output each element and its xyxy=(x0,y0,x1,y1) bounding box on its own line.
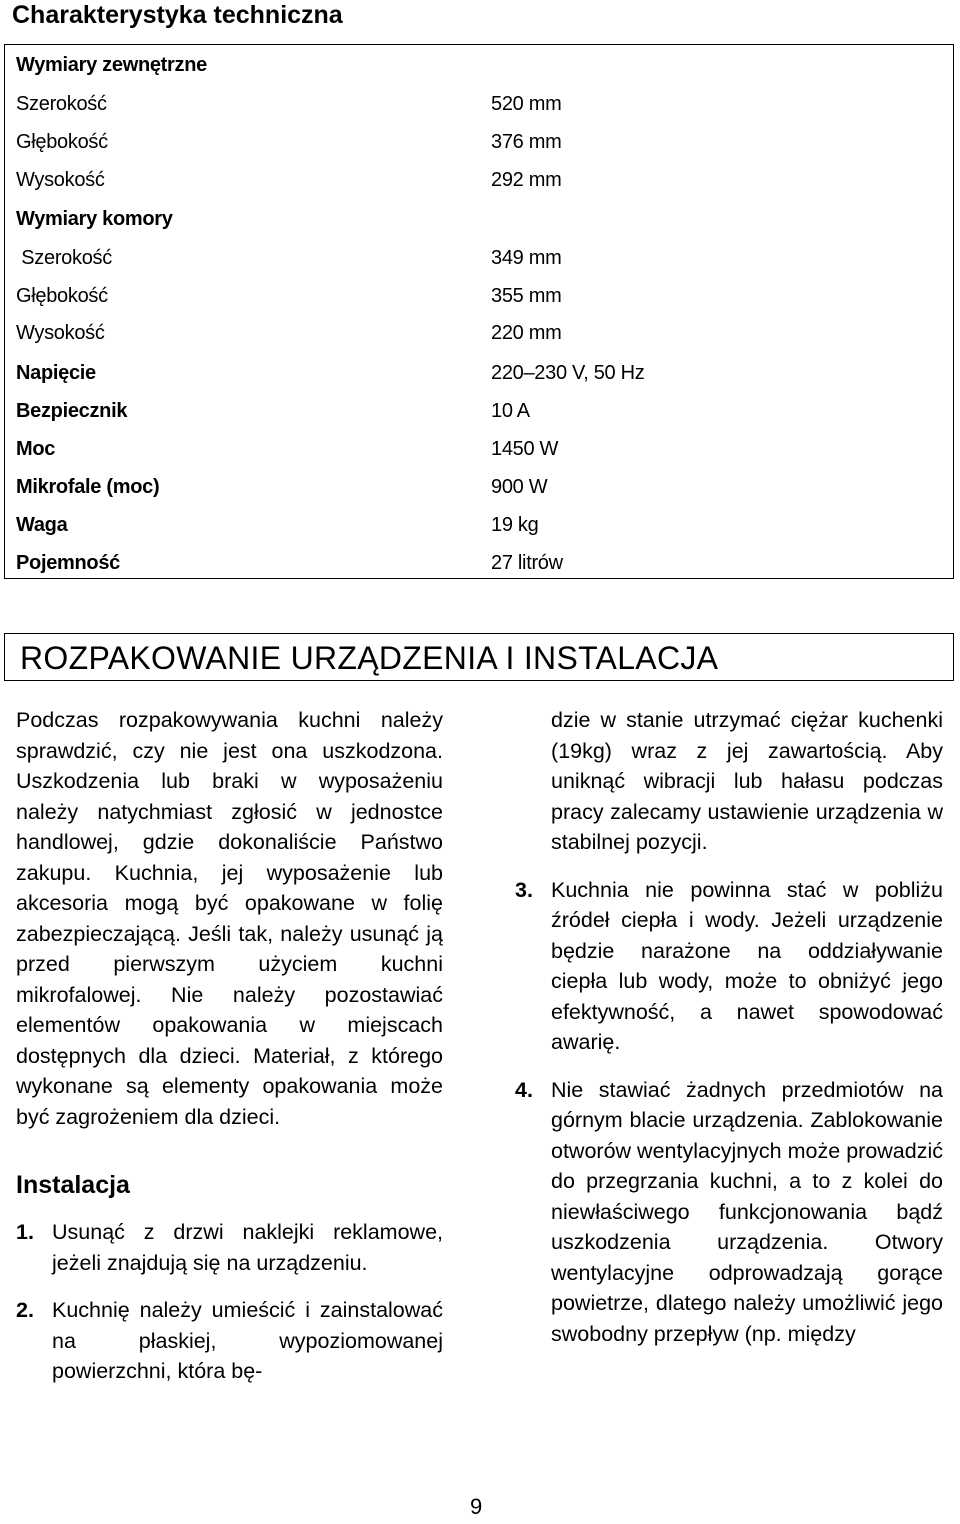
spec-value: 520 mm xyxy=(491,93,562,115)
item-text: Kuchnia nie powinna stać w pobliżu źródeł ciepła i wody. Jeżeli urządzenie będzie narażone na oddziaływanie ciepła lub wody, może to obniżyć jego efektywność, a nawet spowodować awarię. xyxy=(551,877,943,1054)
spec-value: 220 mm xyxy=(491,322,562,344)
right-column xyxy=(515,705,943,1349)
spec-row xyxy=(5,86,953,122)
item-text: Kuchnię należy umieścić i zainstalować na płaskiej, wypoziomowanej powierzchni, która bę- xyxy=(52,1298,443,1383)
spec-label: Mikrofale (moc) xyxy=(16,476,160,498)
spec-row xyxy=(5,47,953,83)
spec-label: Głębokość xyxy=(16,131,108,153)
item-text: Nie stawiać żadnych przedmiotów na górnym blacie urządzenia. Zablokowanie otworów wentylacyjnych może prowadzić do przegrzania kuchni, a to z kolei do niewłaściwego funkcjonowania bądź uszkodzenia urządzenia. Otwory wentylacyjne odprowadzają gorące powietrze, dlatego należy umożliwić jego swobodny przepływ (np. między xyxy=(551,1077,943,1346)
spec-row xyxy=(5,278,953,314)
spec-row xyxy=(5,315,953,351)
item-number: 3. xyxy=(515,877,533,902)
spec-value: 900 W xyxy=(491,476,548,498)
spec-label: Waga xyxy=(16,514,68,536)
spec-row xyxy=(5,162,953,198)
spec-group-label: Wymiary zewnętrzne xyxy=(16,54,207,76)
spec-value: 376 mm xyxy=(491,131,562,153)
section-banner xyxy=(4,633,954,681)
spec-label: Wysokość xyxy=(16,169,105,191)
left-column xyxy=(16,705,443,1387)
spec-label: Bezpiecznik xyxy=(16,400,128,422)
spec-label: Wysokość xyxy=(16,322,105,344)
spec-row xyxy=(5,507,953,543)
spec-row xyxy=(5,201,953,237)
spec-group-label: Wymiary komory xyxy=(16,208,173,230)
list-item xyxy=(515,875,943,1058)
spec-value: 10 A xyxy=(491,400,530,422)
intro-paragraph: Podczas rozpakowywania kuchni należy sprawdzić, czy nie jest ona uszkodzona. Uszkodzenia lub braki w wyposażeniu należy natychmiast zgłosić w jednostce handlowej, gdzie dokonaliście Państwo zakupu. Kuchnia, jej wyposażenie lub akcesoria mogą być opakowane w folię zabezpieczającą. Jeśli tak, należy usunąć ją przed pierwszym użyciem kuchni mikrofalowej. Nie należy pozostawiać elementów opakowania w miejscach dostępnych dla dzieci. Materiał, z którego wykonane są elementy opakowania może być zagrożeniem dla dzieci. xyxy=(16,708,443,1129)
spec-value: 27 litrów xyxy=(491,552,563,574)
spec-label: Szerokość xyxy=(16,93,107,115)
spec-row xyxy=(5,431,953,467)
spec-value: 349 mm xyxy=(491,247,562,269)
item-number: 4. xyxy=(515,1077,533,1102)
spec-table xyxy=(4,44,954,579)
spec-row xyxy=(5,124,953,160)
item-number: 1. xyxy=(16,1220,34,1244)
spec-row xyxy=(5,355,953,391)
spec-row xyxy=(5,240,953,276)
spec-label: Pojemność xyxy=(16,552,120,574)
spec-label: Napięcie xyxy=(16,362,96,384)
section-title: ROZPAKOWANIE URZĄDZENIA I INSTALACJA xyxy=(20,640,719,676)
install-heading: Instalacja xyxy=(16,1171,130,1199)
list-item xyxy=(16,1295,443,1387)
spec-value: 292 mm xyxy=(491,169,562,191)
item-number: 2. xyxy=(16,1298,34,1322)
spec-row xyxy=(5,545,953,581)
spec-label: Szerokość xyxy=(16,247,112,269)
spec-label: Moc xyxy=(16,438,56,460)
list-item xyxy=(16,1217,443,1278)
item-text: Usunąć z drzwi naklejki reklamowe, jeżeli znajdują się na urządzeniu. xyxy=(52,1220,443,1275)
spec-label: Głębokość xyxy=(16,285,108,307)
page-title: Charakterystyka techniczna xyxy=(12,1,343,29)
spec-value: 19 kg xyxy=(491,514,539,536)
continued-text: dzie w stanie utrzymać ciężar kuchenki (19kg) wraz z jej zawartością. Aby uniknąć wibracji lub hałasu podczas pracy zalecamy ustawienie urządzenia w stabilnej pozycji. xyxy=(551,708,943,854)
spec-value: 1450 W xyxy=(491,438,559,460)
spec-value: 220–230 V, 50 Hz xyxy=(491,362,645,384)
spec-value: 355 mm xyxy=(491,285,562,307)
list-item xyxy=(515,1075,943,1350)
page-number: 9 xyxy=(470,1494,483,1519)
spec-row xyxy=(5,393,953,429)
spec-row xyxy=(5,469,953,505)
